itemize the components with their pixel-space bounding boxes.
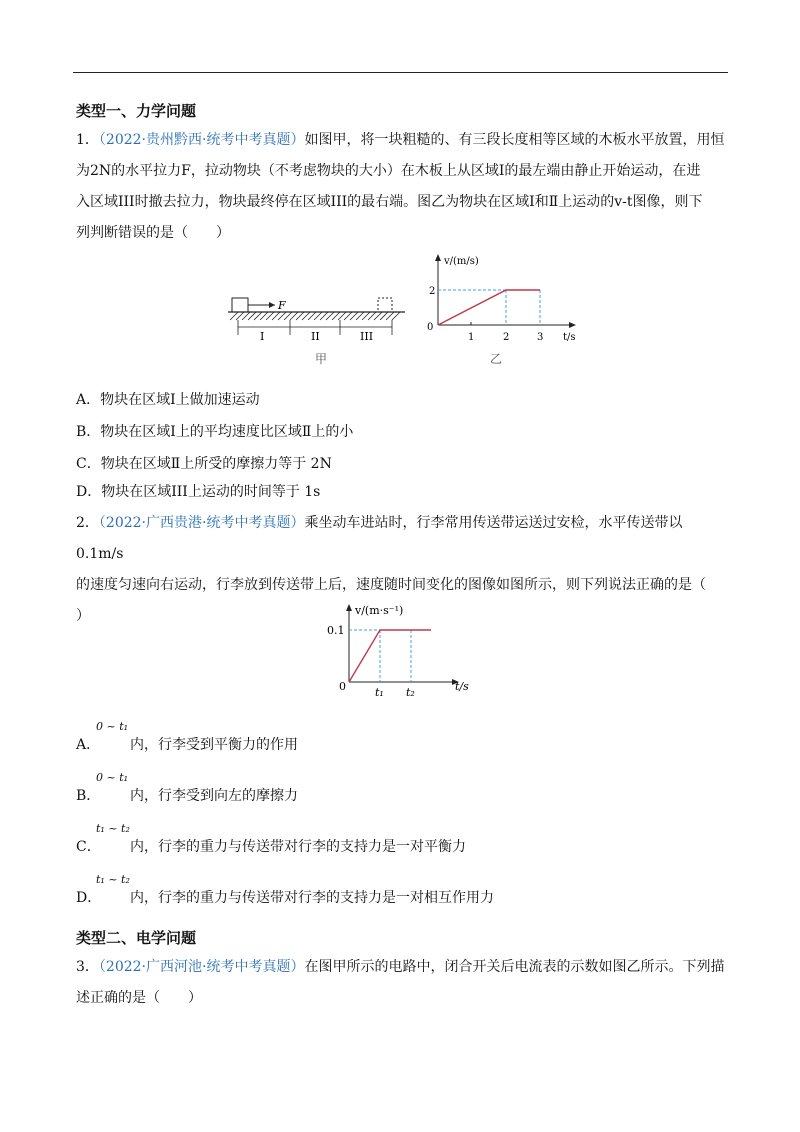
- section-title-electricity: 类型二、电学问题: [76, 929, 197, 947]
- vt-curve: [438, 290, 540, 325]
- q2-source: （2022·广西贵港·统考中考真题）: [98, 515, 305, 531]
- section-title-mechanics: 类型一、力学问题: [76, 102, 197, 120]
- board-hatching: [230, 312, 400, 320]
- figure-yi-caption: 乙: [490, 352, 503, 366]
- block: [232, 298, 248, 312]
- question-1: [76, 125, 726, 249]
- q2-option-a-letter: A．: [76, 737, 101, 753]
- q1-line2: 为2N的水平拉力F，拉动物块（不考虑物块的大小）在木板上从区域Ⅰ的最左端由静止开始运动，在进: [76, 163, 701, 179]
- y-axis-label: v/(m·s⁻¹): [355, 604, 404, 617]
- q3-text1: 在图甲所示的电路中，闭合开关后电流表的示数如图乙所示。下列描: [304, 959, 725, 975]
- y-tick-2: 2: [429, 286, 436, 297]
- y-tick-01: 0.1: [327, 624, 345, 637]
- q3-source: （2022·广西河池·统考中考真题）: [98, 959, 305, 975]
- q1-number: 1．: [76, 132, 99, 148]
- q2-text1: 乘坐动车进站时，行李常用传送带运送过安检，水平传送带以 0.1m/s: [76, 515, 683, 562]
- q1-line1: [76, 125, 726, 156]
- q1-option-b: B．物块在区域Ⅰ上的平均速度比区域Ⅱ上的小: [76, 424, 354, 440]
- q2-vt-graph: [325, 598, 485, 703]
- vt-curve: [349, 630, 431, 682]
- zone-label-2: II: [311, 330, 320, 343]
- q1-text1: 如图甲，将一块粗糙的、有三段长度相等区域的木板水平放置，用恒: [304, 132, 725, 148]
- q3-line2: 述正确的是（ ）: [76, 990, 202, 1006]
- figure-yi-vt-graph: [420, 250, 590, 370]
- q1-option-a: A．物块在区域Ⅰ上做加速运动: [76, 392, 260, 408]
- q2-option-c-text: 内，行李的重力与传送带对行李的支持力是一对平衡力: [130, 839, 466, 855]
- x-tick-2: 2: [503, 332, 510, 343]
- q2-line1: [76, 508, 726, 570]
- origin-label: 0: [339, 680, 346, 693]
- x-tick-3: 3: [537, 332, 544, 343]
- y-axis-label: v/(m/s): [444, 256, 479, 267]
- q2-option-b-math: 0 ~ t₁: [96, 771, 129, 784]
- x-tick-1: 1: [468, 332, 475, 343]
- block-final: [378, 298, 392, 312]
- q3-line1: [76, 952, 726, 983]
- q2-option-d-text: 内，行李的重力与传送带对行李的支持力是一对相互作用力: [130, 890, 494, 906]
- q2-option-b-text: 内，行李受到向左的摩擦力: [130, 788, 298, 804]
- origin-label: 0: [427, 322, 434, 333]
- q2-option-a-text: 内，行李受到平衡力的作用: [130, 737, 298, 753]
- x-tick-t2: t₂: [406, 686, 415, 699]
- force-arrowhead: [269, 302, 275, 308]
- q2-line3: ）: [76, 608, 90, 624]
- q3-number: 3．: [76, 959, 99, 975]
- q2-option-b-letter: B．: [76, 788, 101, 804]
- q1-line3: 入区域III时撤去拉力，物块最终停在区域III的最右端。图乙为物块在区域Ⅰ和Ⅱ上运动的v-t图像，则下: [76, 194, 703, 210]
- figure-jia-caption: 甲: [315, 352, 328, 366]
- header-rule: [73, 72, 728, 73]
- q1-option-d: D．物块在区域III上运动的时间等于 1s: [76, 484, 321, 500]
- x-axis-label: t/s: [455, 680, 469, 693]
- q2-option-d-math: t₁ ~ t₂: [96, 873, 130, 886]
- q2-option-a-math: 0 ~ t₁: [96, 720, 129, 733]
- force-label: F: [278, 299, 286, 312]
- y-axis-arrow: [435, 254, 441, 261]
- y-axis-arrow: [346, 604, 352, 611]
- q1-option-c: C．物块在区域Ⅱ上所受的摩擦力等于 2N: [76, 456, 332, 472]
- q1-line4: 列判断错误的是（ ）: [76, 225, 230, 241]
- q1-source: （2022·贵州黔西·统考中考真题）: [98, 132, 305, 148]
- question-3: [76, 952, 726, 1014]
- x-tick-t1: t₁: [375, 686, 384, 699]
- q2-line2: 的速度匀速向右运动，行李放到传送带上后，速度随时间变化的图像如图所示，则下列说法正确的是（: [76, 577, 706, 593]
- q2-number: 2．: [76, 515, 99, 531]
- x-axis-arrow: [569, 322, 576, 328]
- x-axis-label: t/s: [563, 332, 576, 343]
- figure-jia-board: [220, 285, 410, 370]
- q2-option-d-letter: D．: [76, 890, 102, 906]
- q2-option-c-math: t₁ ~ t₂: [96, 822, 130, 835]
- zone-label-1: I: [260, 330, 265, 343]
- q2-option-c-letter: C．: [76, 839, 101, 855]
- zone-label-3: III: [360, 330, 374, 343]
